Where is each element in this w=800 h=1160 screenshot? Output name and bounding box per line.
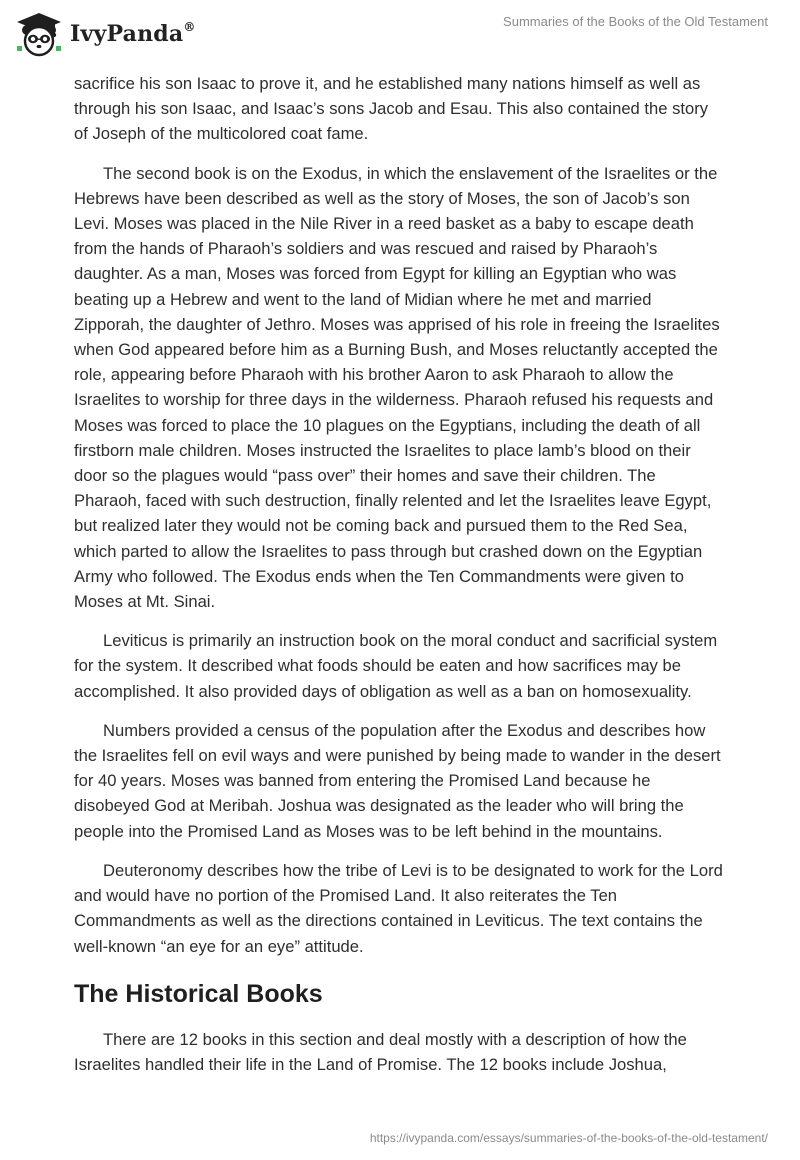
paragraph-genesis-continued: sacrifice his son Isaac to prove it, and he established many nations himself as well as through his son Isaac, and Isaac’s sons Jacob and Esau. This also contained the story of Joseph of the multicolored coat fame. [74, 74, 709, 144]
paragraph-historical-books: There are 12 books in this section and deal mostly with a description of how the Israelites handled their life in the Land of Promise. The 12 books include Joshua, [74, 1029, 687, 1074]
paragraph-leviticus: Leviticus is primarily an instruction book on the moral conduct and sacrificial system for the system. It described what foods should be eaten and how sacrifices may be accomplished. It also provided days of obligation as well as a ban on homosexuality. [74, 631, 718, 701]
source-url[interactable]: https://ivypanda.com/essays/summaries-of-the-books-of-the-old-testament/ [369, 1131, 768, 1145]
section-heading: The Historical Books [74, 979, 323, 1008]
registered-mark: ® [183, 19, 196, 34]
page-header [0, 0, 800, 70]
panda-graduate-icon [14, 10, 64, 58]
essay-body [74, 71, 726, 1091]
document-title: Summaries of the Books of the Old Testament [503, 14, 768, 29]
logo-wordmark: IvyPanda® [70, 19, 196, 47]
paragraph-exodus: The second book is on the Exodus, in which the enslavement of the Israelites or the Hebrews have been described as well as the story of Moses, the son of Jacob’s son Levi. Moses was placed in the Nile River in a reed basket as a baby to escape death from the hands of Pharaoh’s soldiers and was rescued and raised by Pharaoh’s daughter. As a man, Moses was forced from Egypt for killing an Egyptian who was beating up a Hebrew and went to the land of Midian where he met and married Zipporah, the daughter of Jethro. Moses was apprised of his role in freeing the Israelites when God appeared before him as a Burning Bush, and Moses reluctantly accepted the role, appearing before Pharaoh with his brother Aaron to ask Pharaoh to allow the Israelites to worship for three days in the wilderness. Pharaoh refused his requests and Moses was forced to place the 10 plagues on the Egyptians, including the death of all firstborn male children. Moses instructed the Israelites to place lamb’s blood on their door so the plagues would “pass over” their homes and save their children. The Pharaoh, faced with such destruction, finally relented and let the Israelites leave Egypt, but realized later they would not be coming back and pursued them to the Red Sea, which parted to allow the Israelites to pass through but crashed down on the Egyptian Army who followed. The Exodus ends when the Ten Commandments were given to Moses at Mt. Sinai. [74, 163, 720, 612]
paragraph-numbers: Numbers provided a census of the population after the Exodus and describes how the Israelites fell on evil ways and were punished by being made to wander in the desert for 40 years. Moses was banned from entering the Promised Land because he disobeyed God at Meribah. Joshua was designated as the leader who will bring the people into the Promised Land as Moses was to be left behind in the mountains. [74, 720, 721, 841]
paragraph-deuteronomy: Deuteronomy describes how the tribe of Levi is to be designated to work for the Lord and would have no portion of the Promised Land. It also reiterates the Ten Commandments as well as the directions contained in Leviticus. The text contains the well-known “an eye for an eye” attitude. [74, 860, 723, 956]
ivypanda-logo[interactable] [14, 10, 196, 58]
